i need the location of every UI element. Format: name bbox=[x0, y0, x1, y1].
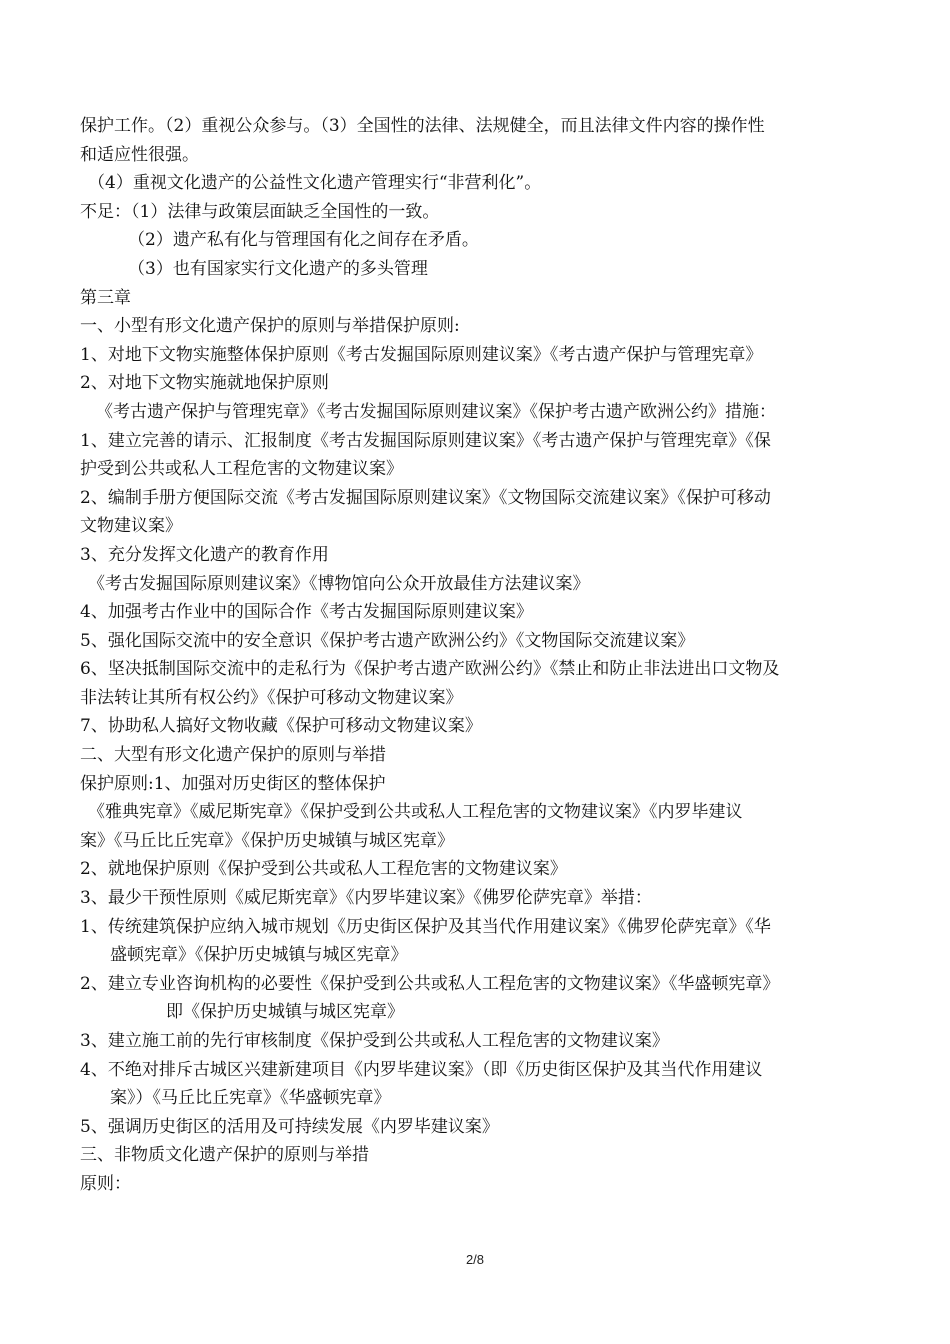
text-line: 7、协助私人搞好文物收藏《保护可移动文物建议案》 bbox=[80, 716, 482, 737]
text-line: 5、强调历史街区的活用及可持续发展《内罗毕建议案》 bbox=[80, 1116, 499, 1137]
text-line: （4）重视文化遗产的公益性文化遗产管理实行“非营利化”。 bbox=[88, 173, 542, 194]
text-line: 和适应性很强。 bbox=[80, 144, 199, 165]
text-line: 护受到公共或私人工程危害的文物建议案》 bbox=[80, 459, 403, 480]
section-heading: 二、大型有形文化遗产保护的原则与举措 bbox=[80, 745, 386, 766]
page-number: 2/8 bbox=[465, 1252, 485, 1267]
text-line: 文物建议案》 bbox=[80, 516, 182, 537]
text-line: 1、建立完善的请示、汇报制度《考古发掘国际原则建议案》《考古遗产保护与管理宪章》《保 bbox=[80, 430, 771, 451]
text-line: 6、坚决抵制国际交流中的走私行为《保护考古遗产欧洲公约》《禁止和防止非法进出口文物及 bbox=[80, 659, 780, 680]
section-heading: 三、非物质文化遗产保护的原则与举措 bbox=[80, 1145, 369, 1166]
document-body bbox=[80, 112, 880, 1199]
text-line: 案》《马丘比丘宪章》《保护历史城镇与城区宪章》 bbox=[80, 830, 454, 851]
text-line: 原则： bbox=[80, 1173, 131, 1194]
text-line: 2、编制手册方便国际交流《考古发掘国际原则建议案》《文物国际交流建议案》《保护可移动 bbox=[80, 487, 771, 508]
text-line: 3、最少干预性原则《威尼斯宪章》《内罗毕建议案》《佛罗伦萨宪章》举措： bbox=[80, 888, 652, 909]
text-line: 《雅典宪章》《威尼斯宪章》《保护受到公共或私人工程危害的文物建议案》《内罗毕建议 bbox=[88, 802, 743, 823]
text-line: 《考古发掘国际原则建议案》《博物馆向公众开放最佳方法建议案》 bbox=[88, 573, 590, 594]
chapter-heading: 第三章 bbox=[80, 287, 131, 308]
text-line: 3、建立施工前的先行审核制度《保护受到公共或私人工程危害的文物建议案》 bbox=[80, 1031, 669, 1051]
text-line: 2、就地保护原则《保护受到公共或私人工程危害的文物建议案》 bbox=[80, 859, 567, 880]
text-line: 保护原则:1、加强对历史街区的整体保护 bbox=[80, 773, 386, 794]
text-line: 不足：（1）法律与政策层面缺乏全国性的一致。 bbox=[80, 201, 440, 222]
text-line: 4、不绝对排斥古城区兴建新建项目《内罗毕建议案》（即《历史街区保护及其当代作用建议 bbox=[80, 1059, 763, 1080]
text-line: 1、传统建筑保护应纳入城市规划《历史街区保护及其当代作用建议案》《佛罗伦萨宪章》《华 bbox=[80, 916, 771, 937]
text-line: （3）也有国家实行文化遗产的多头管理 bbox=[128, 258, 428, 279]
text-line: （2）遗产私有化与管理国有化之间存在矛盾。 bbox=[128, 230, 479, 251]
text-line: 即《保护历史城镇与城区宪章》 bbox=[166, 1002, 404, 1023]
text-line: 2、建立专业咨询机构的必要性《保护受到公共或私人工程危害的文物建议案》《华盛顿宪章》 bbox=[80, 973, 780, 994]
section-heading: 一、小型有形文化遗产保护的原则与举措保护原则: bbox=[80, 316, 460, 337]
text-line: 1、对地下文物实施整体保护原则《考古发掘国际原则建议案》《考古遗产保护与管理宪章》 bbox=[80, 344, 763, 365]
text-line: 《考古遗产保护与管理宪章》《考古发掘国际原则建议案》《保护考古遗产欧洲公约》措施： bbox=[96, 401, 776, 422]
text-line: 非法转让其所有权公约》《保护可移动文物建议案》 bbox=[80, 687, 463, 708]
text-line: 5、强化国际交流中的安全意识《保护考古遗产欧洲公约》《文物国际交流建议案》 bbox=[80, 630, 695, 651]
text-line: 3、充分发挥文化遗产的教育作用 bbox=[80, 544, 329, 565]
text-line: 2、对地下文物实施就地保护原则 bbox=[80, 373, 329, 394]
text-line: 保护工作。（2）重视公众参与。（3）全国性的法律、法规健全，而且法律文件内容的操作性 bbox=[80, 116, 765, 136]
text-line: 案》）《马丘比丘宪章》《华盛顿宪章》 bbox=[110, 1088, 391, 1109]
text-line: 盛顿宪章》《保护历史城镇与城区宪章》 bbox=[110, 945, 408, 966]
text-line: 4、加强考古作业中的国际合作《考古发掘国际原则建议案》 bbox=[80, 602, 533, 623]
